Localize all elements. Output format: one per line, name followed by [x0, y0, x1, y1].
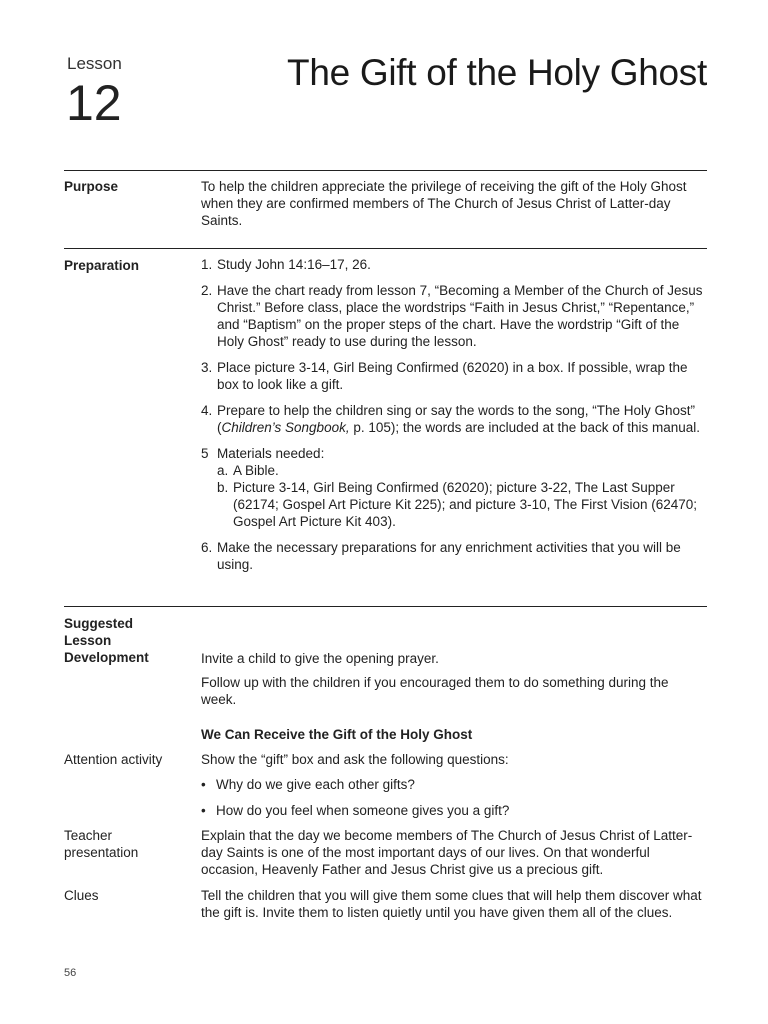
purpose-text: To help the children appreciate the privilege of receiving the gift of the Holy Ghost when they are confirmed members of The Church of Jesus Christ of Latter-day Saints. [201, 179, 687, 228]
prep-item-number: 1. [201, 257, 213, 272]
material-letter: a. [217, 463, 229, 478]
prep-item-text: Place picture 3-14, Girl Being Confirmed (62020) in a box. If possible, wrap the box to look like a gift. [217, 360, 688, 392]
prep-item-number: 3. [201, 360, 213, 375]
prep-item-number: 4. [201, 403, 213, 418]
question-list [201, 776, 707, 819]
prep-item-text-part: Prepare to help the children sing or say the words to the song, “The Holy Ghost” ( [217, 403, 695, 435]
follow-up-text: Follow up with the children if you encouraged them to do something during the week. [201, 675, 669, 707]
attention-activity-text: Show the “gift” box and ask the following questions: [201, 752, 509, 767]
teacher-label-line: presentation [64, 845, 139, 860]
purpose-label: Purpose [64, 179, 119, 194]
development-label [64, 615, 149, 666]
attention-activity-label: Attention activity [64, 752, 163, 767]
prep-item-number: 5 [201, 446, 209, 461]
prep-item-1 [201, 256, 707, 273]
bullet-icon: • [201, 777, 206, 792]
question-text: How do you feel when someone gives you a gift? [216, 803, 510, 818]
teacher-presentation-text: Explain that the day we become members of The Church of Jesus Christ of Latter-day Saints is one of the most important days of our lives. On that wonderful occasion, Heavenly Father and Jesus Christ give us a precious gift. [201, 828, 693, 877]
clues-text: Tell the children that you will give them some clues that will help them discover what the gift is. Invite them to listen quietly until you have given them all of the clues. [201, 888, 702, 920]
page-number: 56 [64, 967, 77, 979]
prep-item-6 [201, 539, 707, 573]
clues-label: Clues [64, 888, 99, 903]
bullet-icon: • [201, 803, 206, 818]
preparation-label: Preparation [64, 258, 140, 273]
opening-prayer-text: Invite a child to give the opening prayer. [201, 651, 439, 666]
songbook-title: Children’s Songbook, [221, 420, 350, 435]
page-title: The Gift of the Holy Ghost [287, 52, 707, 93]
material-letter: b. [217, 480, 229, 495]
material-text: Picture 3-14, Girl Being Confirmed (62020); picture 3-22, The Last Supper (62174; Gospel Art Picture Kit 225); and picture 3-10, The First Vision (62470; Gospel Art Picture Kit 403). [233, 480, 698, 529]
prep-item-4 [201, 402, 707, 436]
material-item-b [201, 479, 707, 530]
question-item [201, 802, 707, 819]
material-item-a [201, 462, 707, 479]
development-label-line: Development [64, 650, 149, 665]
prep-item-3 [201, 359, 707, 393]
development-label-line: Lesson [64, 633, 112, 648]
section-heading: We Can Receive the Gift of the Holy Ghost [201, 727, 473, 742]
lesson-number: 12 [66, 75, 122, 131]
prep-item-text-part: p. 105); the words are included at the back of this manual. [349, 420, 701, 435]
prep-item-text: Have the chart ready from lesson 7, “Becoming a Member of the Church of Jesus Christ.” Before class, place the wordstrips “Faith in Jesus Christ,” “Repentance,” and “Baptism” on the proper steps of the chart. Have the wordstrip “Gift of the Holy Ghost” ready to use during the lesson. [217, 283, 703, 349]
teacher-presentation-label [64, 827, 138, 861]
prep-item-number: 6. [201, 540, 213, 555]
divider-preparation [64, 248, 707, 249]
prep-item-text [217, 402, 707, 436]
teacher-label-line: Teacher [64, 828, 113, 843]
prep-item-text: Materials needed: [217, 446, 325, 461]
material-text: A Bible. [233, 463, 279, 478]
prep-item-text: Study John 14:16–17, 26. [217, 257, 371, 272]
divider-development [64, 606, 707, 607]
prep-item-2 [201, 282, 707, 350]
question-text: Why do we give each other gifts? [216, 777, 415, 792]
development-label-line: Suggested [64, 616, 134, 631]
prep-item-5 [201, 445, 707, 462]
question-item [201, 776, 707, 793]
divider-purpose [64, 170, 707, 171]
preparation-list [201, 256, 707, 573]
lesson-label: Lesson [67, 54, 122, 73]
prep-item-number: 2. [201, 283, 213, 298]
prep-item-text: Make the necessary preparations for any enrichment activities that you will be using. [217, 540, 681, 572]
